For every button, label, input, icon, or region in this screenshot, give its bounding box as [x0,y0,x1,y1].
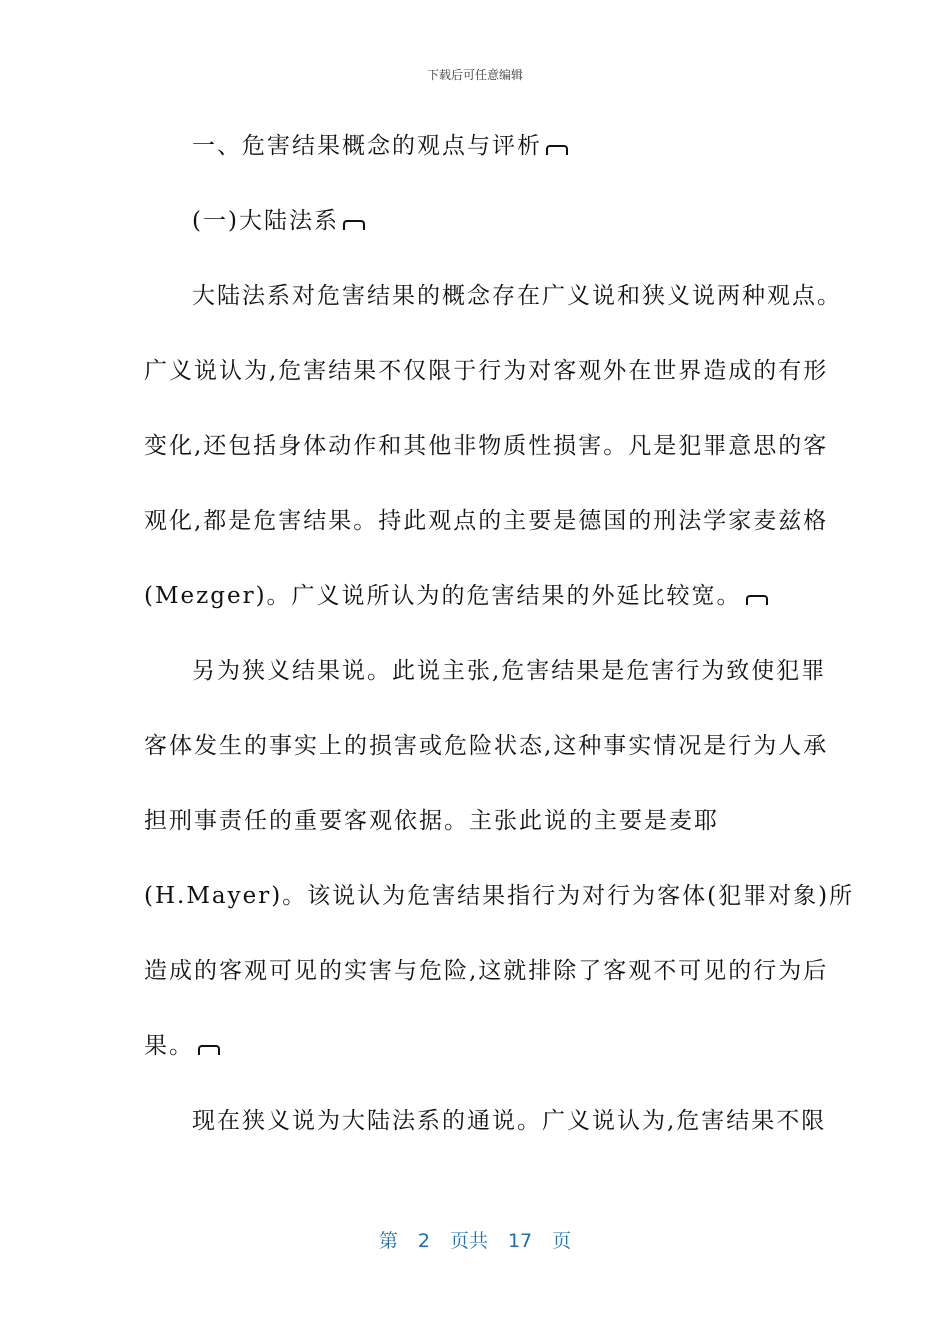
subsection-heading [144,203,804,278]
text-line: 观化,都是危害结果。持此观点的主要是德国的刑法学家麦兹格 [144,508,829,534]
text-line: 现在狭义说为大陆法系的通说。广义说认为,危害结果不限 [192,1108,827,1134]
paragraph-line [144,428,829,503]
paragraph-mark-icon [198,1045,220,1055]
section-heading [144,128,804,203]
paragraph-mark-icon [343,220,365,230]
paragraph-line [144,953,829,1028]
text-line: (一)大陆法系 [192,208,339,234]
paragraph-line [144,353,829,428]
paragraph-line [144,278,842,353]
text-line: (H.Mayer)。该说认为危害结果指行为对行为客体(犯罪对象)所 [144,883,855,909]
text-line: 变化,还包括身体动作和其他非物质性损害。凡是犯罪意思的客 [144,433,829,459]
page-header: 下载后可任意编辑 [426,68,523,82]
text-line: 另为狭义结果说。此说主张,危害结果是危害行为致使犯罪 [192,658,827,684]
paragraph-line [144,1103,827,1178]
paragraph-line [144,503,829,578]
paragraph-mark-icon [746,595,768,605]
document-body [144,128,855,1178]
text-line: 果。 [144,1033,194,1059]
total-pages: 17 [507,1230,533,1252]
text-line: 担刑事责任的重要客观依据。主张此说的主要是麦耶 [144,808,719,834]
text-line: 造成的客观可见的实害与危险,这就排除了客观不可见的行为后 [144,958,829,984]
text-line: (Mezger)。广义说所认为的危害结果的外延比较宽。 [144,583,742,609]
text-line: 大陆法系对危害结果的概念存在广义说和狭义说两种观点。 [192,283,842,309]
paragraph-line [144,878,855,953]
footer-middle: 页共 [449,1230,488,1252]
paragraph-line [144,653,827,728]
text-line: 一、危害结果概念的观点与评析 [192,133,542,159]
paragraph-line [144,803,804,878]
text-line: 广义说认为,危害结果不仅限于行为对客观外在世界造成的有形 [144,358,829,384]
paragraph-line [144,578,804,653]
page-number: 2 [417,1230,430,1252]
page-footer [0,1226,950,1253]
text-line: 客体发生的事实上的损害或危险状态,这种事实情况是行为人承 [144,733,829,759]
footer-prefix: 第 [378,1230,398,1252]
paragraph-line [144,728,829,803]
paragraph-mark-icon [546,145,568,155]
footer-suffix: 页 [552,1230,572,1252]
paragraph-line [144,1028,804,1103]
